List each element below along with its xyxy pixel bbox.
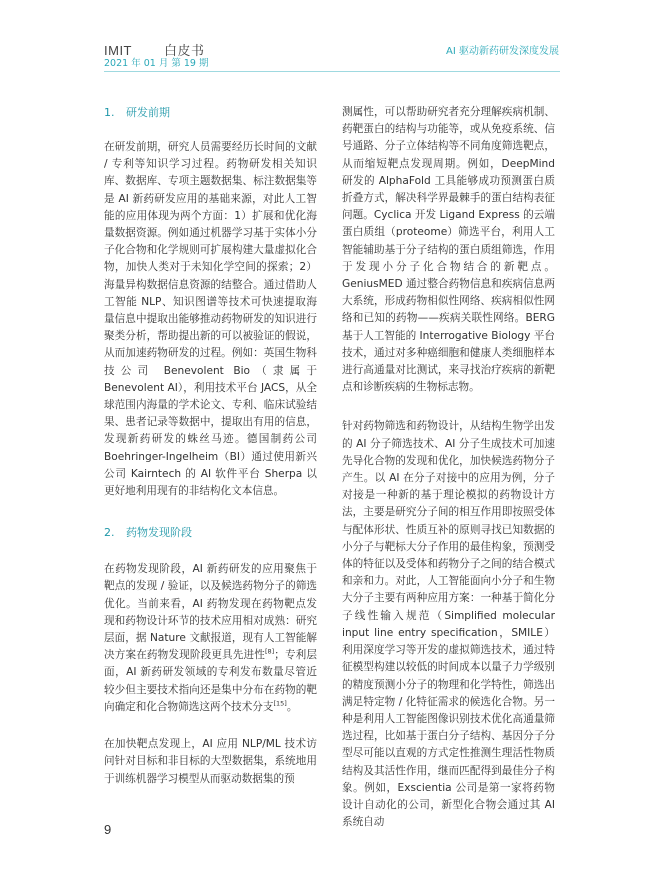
section-number: 1.	[104, 106, 115, 119]
paragraph-text: 。	[286, 700, 298, 713]
paragraph-text: ；专利层面，AI 新药研发领域的专利发布数量尽管近较少但主要技术指向还是集中分布在药物的靶向确定和化合物筛选这两个技术分支	[104, 649, 318, 713]
citation: [8]	[265, 647, 275, 656]
section-title: 研发前期	[126, 106, 170, 119]
page-header	[104, 40, 559, 80]
paragraph-text: 在药物发现阶段，AI 新药研发的应用聚焦于靶点的发现 / 验证，以及候选药物分子的筛选优化。当前来看，AI 药物发现在药物靶点发现和药物设计环节的技术应用相对成熟：研究层面，据 Nature 文献报道，现有人工智能解决方案在药物发现阶段更具先进性	[104, 563, 317, 662]
right-column	[342, 104, 555, 831]
paragraph: 在加快靶点发现上，AI 应用 NLP/ML 技术访问针对目标和非目标的大型数据集，系统地用于训练机器学习模型从而驱动数据集的预	[104, 738, 317, 785]
section-heading-2	[104, 524, 317, 541]
issue-date: 2021 年 01 月 第 19 期	[104, 58, 209, 69]
section-heading-1	[104, 104, 317, 121]
header-divider	[104, 71, 560, 72]
paragraph	[104, 561, 317, 716]
section-title: 药物发现阶段	[126, 526, 192, 540]
paragraph: 在研发前期，研究人员需要经历长时间的文献 / 专利等知识学习过程。药物研发相关知识库、数据库、专项主题数据集、标注数据集等是 AI 新药研发应用的基础来源，对此人工智能的应用体现为两个方面：1）扩展和优化海量数据资源。例如通过机器学习基于实体小分子化合物和化学规则可扩展构建大量虚拟化合物，加快人类对于未知化学空间的探索；2）海量异构数据信息资源的结整合。通过借助人工智能 NLP、知识图谱等技术可快速提取海量信息中提取出能够推动药物研发的知识进行聚类分析，帮助提出新的可以被验证的假说，从而加速药物研发的过程。例如：英国生物科技公司 Benevolent Bio（隶属于 Benevolent AI），利用技术平台 JACS，从全球范围内海量的学术论文、专利、临床试验结果、患者记录等数据中，提取出有用的信息，发现新药研发的蛛丝马迹。德国制药公司 Boehringer-Ingelheim（BI）通过使用新兴公司 Kairntech 的 AI 软件平台 Sherpa 以更好地利用现有的非结构化文本信息。	[104, 141, 317, 498]
brand-name: IMIT	[104, 43, 132, 58]
paragraph: 测属性，可以帮助研究者充分理解疾病机制、药靶蛋白的结构与功能等，或从免疫系统、信号通路、分子立体结构等不同角度筛选靶点，从而缩短靶点发现周期。例如，DeepMind 研发的 AlphaFold 工具能够成功预测蛋白质折叠方式，解决科学界最棘手的蛋白结构表征问题。Cyclica 开发 Ligand Express 的云端蛋白质组（proteome）筛选平台，利用人工智能辅助基于分子结构的蛋白质组筛选，作用于发现小分子化合物结合的新靶点。GeniusMED 通过整合药物信息和疾病信息两大系统，形成药物相似性网络、疾病相似性网络和已知的药物——疾病关联性网络。BERG 基于人工智能的 Interrogative Biology 平台技术，通过对多种癌细胞和健康人类细胞样本进行高通量对比测试，来寻找治疗疾病的新靶点和诊断疾病的生物标志物。	[342, 106, 555, 394]
paragraph: 针对药物筛选和药物设计，从结构生物学出发的 AI 分子筛选技术、AI 分子生成技术可加速先导化合物的发现和优化，加快候选药物分子产生。以 AI 在分子对接中的应用为例，分子对接是一种新的基于理论模拟的药物设计方法，主要是研究分子间的相互作用即按照受体与配体形状、性质互补的原则寻找已知数据的小分子与靶标大分子作用的最佳构象，预测受体的特征以及受体和药物分子之间的结合模式和亲和力。对此，人工智能面向小分子和生物大分子主要有两种应用方案：一种基于简化分子线性输入规范（Simplified molecular input line entry specification，SMILE）利用深度学习等开发的虚拟筛选技术，通过特征模型构建以较低的时间成本以量子力学级别的精度预测小分子的物理和化学特性，筛选出满足特定物 / 化特征需求的候选化合物。另一种是利用人工智能图像识别技术优化高通量筛选过程，比如基于蛋白分子结构、基因分子分型尽可能以直观的方式定性推测生理活性物质结构及其活性作用，继而匹配得到最佳分子构象。例如，Exscientia 公司是第一家将药物设计自动化的公司，新型化合物会通过其 AI 系统自动	[342, 420, 555, 829]
section-number: 2.	[104, 526, 115, 540]
left-column	[104, 104, 317, 788]
page-number: 9	[104, 822, 112, 837]
brand-book: 白皮书	[164, 43, 205, 58]
citation: [15]	[273, 699, 287, 708]
header-title: AI 驱动新药研发深度发展	[446, 46, 559, 57]
